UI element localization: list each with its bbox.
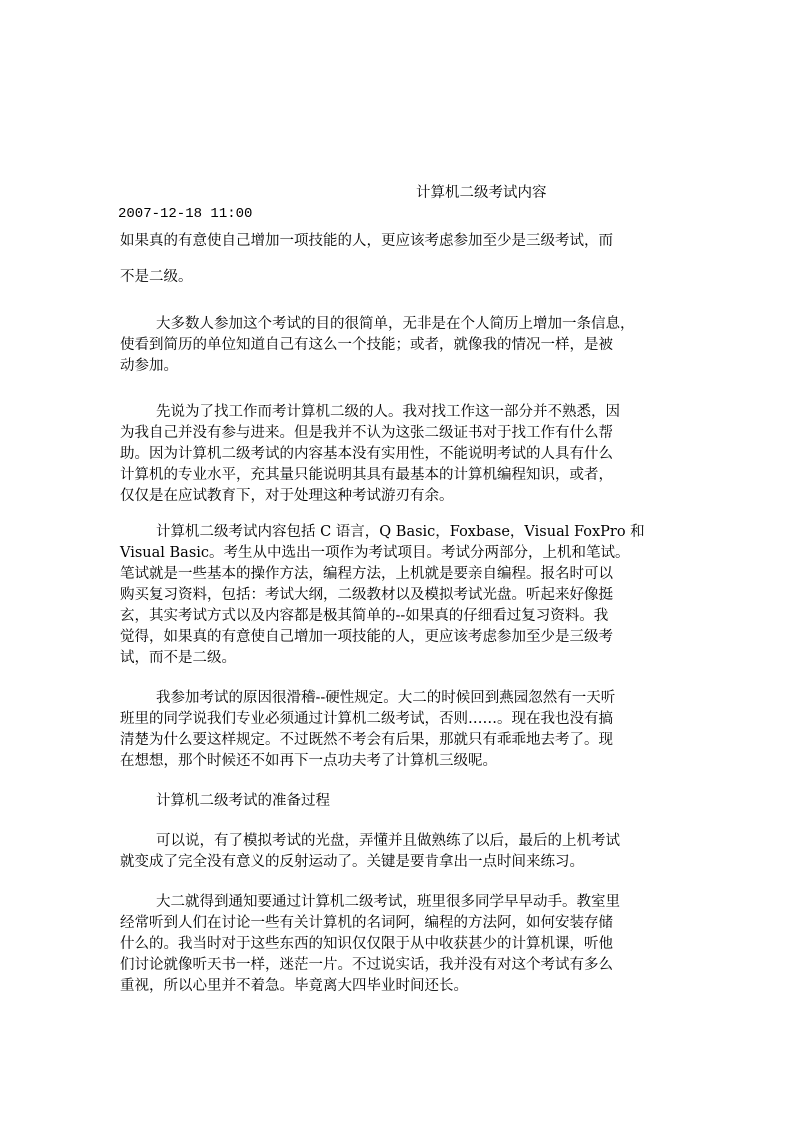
text-line: 大多数人参加这个考试的目的很简单，无非是在个人简历上增加一条信息， — [156, 316, 635, 332]
text-line: 笔试就是一些基本的操作方法，编程方法，上机就是要亲自编程。报名时可以 — [120, 566, 613, 582]
text-line: 班里的同学说我们专业必须通过计算机二级考试，否则……。现在我也没有搞 — [120, 711, 613, 727]
document-date: 2007-12-18 11:00 — [118, 206, 253, 222]
text-line: 大二就得到通知要通过计算机二级考试，班里很多同学早早动手。教室里 — [156, 894, 620, 910]
text-line: 为我自己并没有参与进来。但是我并不认为这张二级证书对于找工作有什么帮 — [120, 425, 613, 441]
text-line: 重视，所以心里并不着急。毕竟离大四毕业时间还长。 — [120, 978, 468, 994]
text-line: 计算机二级考试内容包括 C 语言，Q Basic，Foxbase，Visual FoxPro 和 — [156, 524, 645, 540]
text-line: 试，而不是二级。 — [120, 650, 236, 666]
section-heading: 计算机二级考试的准备过程 — [156, 793, 330, 809]
document-title: 计算机二级考试内容 — [416, 185, 547, 201]
text-line: 什么的。我当时对于这些东西的知识仅仅限于从中收获甚少的计算机课，听他 — [120, 936, 613, 952]
text-line: 清楚为什么要这样规定。不过既然不考会有后果，那就只有乖乖地去考了。现 — [120, 732, 613, 748]
text-line: 在想想，那个时候还不如再下一点功夫考了计算机三级呢。 — [120, 753, 497, 769]
text-line: 就变成了完全没有意义的反射运动了。关键是要肯拿出一点时间来练习。 — [120, 854, 584, 870]
text-line: 动参加。 — [120, 358, 178, 374]
text-line: 计算机的专业水平，充其量只能说明其具有最基本的计算机编程知识，或者， — [120, 467, 613, 483]
text-line: 使看到简历的单位知道自己有这么一个技能；或者，就像我的情况一样，是被 — [120, 337, 613, 353]
text-line: 经常听到人们在讨论一些有关计算机的名词阿，编程的方法阿，如何安装存储 — [120, 915, 613, 931]
text-line: 不是二级。 — [120, 269, 193, 285]
text-line: 们讨论就像听天书一样，迷茫一片。不过说实话，我并没有对这个考试有多么 — [120, 957, 613, 973]
text-line: 我参加考试的原因很滑稽--硬性规定。大二的时候回到燕园忽然有一天听 — [156, 690, 616, 706]
text-line: 如果真的有意使自己增加一项技能的人，更应该考虑参加至少是三级考试，而 — [120, 233, 613, 249]
text-line: 先说为了找工作而考计算机二级的人。我对找工作这一部分并不熟悉，因 — [156, 404, 620, 420]
text-line: 仅仅是在应试教育下，对于处理这种考试游刃有余。 — [120, 488, 454, 504]
text-line: 觉得，如果真的有意使自己增加一项技能的人，更应该考虑参加至少是三级考 — [120, 629, 613, 645]
text-line: 助。因为计算机二级考试的内容基本没有实用性，不能说明考试的人具有什么 — [120, 446, 613, 462]
text-line: 玄，其实考试方式以及内容都是极其简单的--如果真的仔细看过复习资料。我 — [120, 608, 609, 624]
text-line: 购买复习资料，包括：考试大纲，二级教材以及模拟考试光盘。听起来好像挺 — [120, 587, 613, 603]
text-line: Visual Basic。考生从中选出一项作为考试项目。考试分两部分，上机和笔试。 — [120, 545, 630, 561]
text-line: 可以说，有了模拟考试的光盘，弄懂并且做熟练了以后，最后的上机考试 — [156, 833, 620, 849]
